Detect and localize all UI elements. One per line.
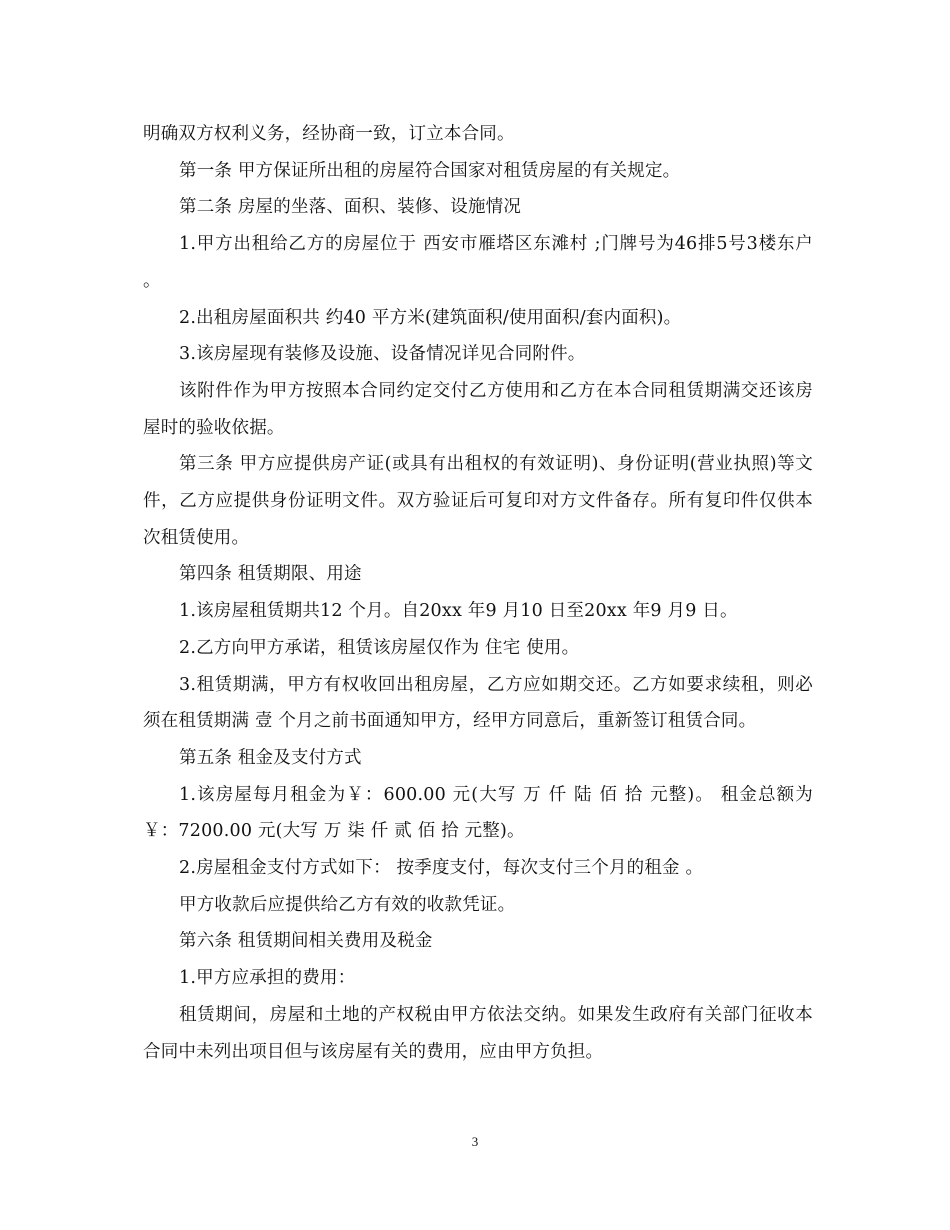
paragraph: 第二条 房屋的坐落、面积、装修、设施情况 <box>179 197 522 218</box>
paragraph: 1.甲方应承担的费用： <box>179 968 356 989</box>
paragraph: 3.该房屋现有装修及设施、设备情况详见合同附件。 <box>179 344 586 365</box>
paragraph: 第六条 租赁期间相关费用及税金 <box>179 931 433 952</box>
paragraph: 第五条 租金及支付方式 <box>179 747 362 768</box>
document-body <box>143 116 813 1070</box>
paragraph: 1.该房屋每月租金为￥：600.00 元(大写 万 仟 陆 佰 拾 元整)。 租金总额为￥：7200.00 元(大写 万 柒 仟 贰 佰 拾 元整)。 <box>143 784 813 842</box>
paragraph: 租赁期间，房屋和土地的产权税由甲方依法交纳。如果发生政府有关部门征收本合同中未列出项目但与该房屋有关的费用，应由甲方负担。 <box>143 1004 813 1062</box>
paragraph: 1.甲方出租给乙方的房屋位于 西安市雁塔区东滩村 ;门牌号为46排5号3楼东户 。 <box>143 234 813 291</box>
paragraph: 1.该房屋租赁期共12 个月。自20xx 年9 月10 日至20xx 年9 月9 日。 <box>179 601 738 622</box>
paragraph: 第四条 租赁期限、用途 <box>179 564 362 585</box>
paragraph: 甲方收款后应提供给乙方有效的收款凭证。 <box>179 894 516 915</box>
paragraph: 第一条 甲方保证所出租的房屋符合国家对租赁房屋的有关规定。 <box>179 160 681 181</box>
paragraph: 2.出租房屋面积共 约40 平方米(建筑面积/使用面积/套内面积)。 <box>179 307 682 328</box>
page-number: 3 <box>471 1134 479 1149</box>
paragraph: 2.房屋租金支付方式如下： 按季度支付，每次支付三个月的租金 。 <box>179 858 704 879</box>
paragraph: 3.租赁期满，甲方有权收回出租房屋，乙方应如期交还。乙方如要求续租，则必须在租赁期满 壹 个月之前书面通知甲方，经甲方同意后，重新签订租赁合同。 <box>143 674 813 732</box>
paragraph: 2.乙方向甲方承诺，租赁该房屋仅作为 住宅 使用。 <box>179 637 580 658</box>
paragraph: 第三条 甲方应提供房产证(或具有出租权的有效证明)、身份证明(营业执照)等文件，乙方应提供身份证明文件。双方验证后可复印对方文件备存。所有复印件仅供本次租赁使用。 <box>143 454 813 548</box>
paragraph: 明确双方权利义务，经协商一致，订立本合同。 <box>143 124 515 144</box>
paragraph: 该附件作为甲方按照本合同约定交付乙方使用和乙方在本合同租赁期满交还该房屋时的验收依据。 <box>143 380 813 438</box>
